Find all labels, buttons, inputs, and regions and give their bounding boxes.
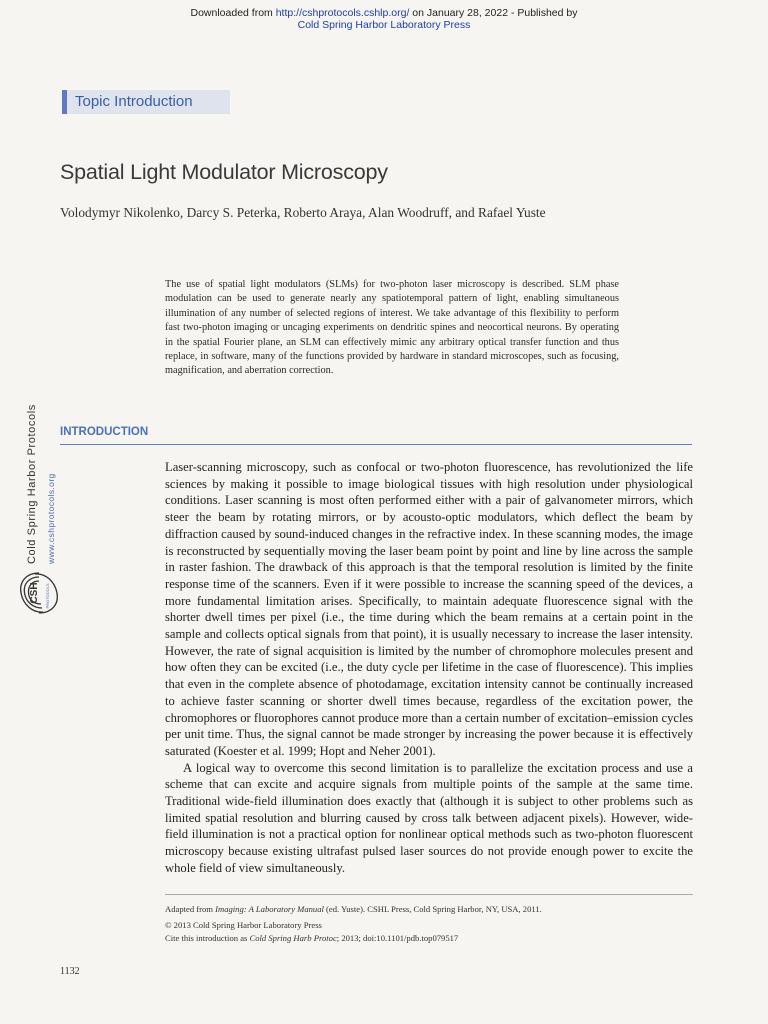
cshp-logo-icon: [16, 570, 62, 621]
journal-website: www.cshprotocols.org: [46, 473, 56, 564]
download-prefix: Downloaded from: [190, 7, 276, 19]
publisher-link[interactable]: Cold Spring Harbor Laboratory Press: [297, 19, 471, 31]
footnote-divider: [165, 894, 693, 895]
download-notice: [0, 7, 768, 31]
citation-line: Cite this introduction as Cold Spring Harb Protoc; 2013; doi:10.1101/pdb.top079517: [165, 932, 459, 943]
journal-name: Cold Spring Harbor Protocols: [26, 404, 38, 564]
copyright-line: © 2013 Cold Spring Harbor Laboratory Press: [165, 920, 322, 931]
abstract: The use of spatial light modulators (SLMs) for two-photon laser microscopy is described. SLM phase modulation can be used to generate nearly any spatiotemporal pattern of light, enabling simultaneous illumination of any number of selected regions of interest. We take advantage of this flexibility to perform fast two-photon imaging or uncaging experiments on dendritic spines and neocortical neurons. By operating in the spatial Fourier plane, an SLM can effectively mimic any arbitrary optical transfer function and thus replace, in software, many of the functions provided by hardware in standard microscopes, such as focusing, magnification, and aberration correction.: [165, 279, 619, 377]
body-text: [165, 459, 693, 877]
footnote: [165, 903, 693, 944]
paragraph: Laser-scanning microscopy, such as confocal or two-photon fluorescence, has revolutionized the life sciences by making it possible to image biological tissues with high resolution under physiological conditions. Laser scanning is most often performed either with a pair of galvanometer mirrors, which steer the beam by rotating mirrors, or by acousto-optic modulators, which deflect the beam by diffraction caused by sound-induced changes in the refractive index. In these scanning modes, the image is reconstructed by sequentially moving the laser beam point by point and line by line across the sample in raster fashion. The drawback of this approach is that the temporal resolution is limited by the finite response time of the scanners. Even if it were possible to increase the scanning speed of the devices, a more fundamental limitation arises. Specifically, to maintain adequate fluorescence signal with the shorter dwell times per pixel (i.e., the time during which the beam remains at a certain point in the sample and collects optical signals from that point), it is usually necessary to increase the laser intensity. However, the rate of signal acquisition is limited by the number of chromophore molecules present and how often they can be excited (i.e., the duty cycle per lifetime in the case of fluorescence). This implies that even in the complete absence of photodamage, excitation intensity cannot be continually increased to achieve faster scanning or shorter dwell times because, regardless of the excitation power, the chromophores or fluorophores cannot produce more than a certain number of excitation–emission cycles per unit time. Thus, the signal cannot be made stronger by increasing the power because it is effectively saturated (Koester et al. 1999; Hopt and Neher 2001).: [165, 460, 693, 758]
section-divider: [60, 444, 692, 445]
section-heading: INTRODUCTION: [60, 426, 149, 438]
paragraph: A logical way to overcome this second limitation is to parallelize the excitation process and use a scheme that can excite and acquire signals from multiple points of the sample at the same time. Traditional wide-field illumination does exactly that (although it is subject to other problems such as limited spatial resolution and blurring caused by cross talk between adjacent pixels). However, wide-field illumination is not a practical option for nonlinear optical methods such as two-photon fluorescent microscopy because existing ultrafast pulsed laser sources do not provide enough power to excite the whole field of view simultaneously.: [165, 760, 693, 875]
journal-sidebar: [22, 404, 62, 634]
download-suffix: on January 28, 2022 - Published by: [409, 7, 578, 19]
article-title: Spatial Light Modulator Microscopy: [60, 160, 388, 184]
svg-text:PROTOCOLS: PROTOCOLS: [45, 583, 50, 609]
author-list: Volodymyr Nikolenko, Darcy S. Peterka, Roberto Araya, Alan Woodruff, and Rafael Yuste: [60, 205, 546, 220]
source-url-link[interactable]: http://cshprotocols.cshlp.org/: [275, 7, 410, 19]
svg-text:CSH: CSH: [29, 582, 40, 604]
topic-introduction-label: Topic Introduction: [62, 90, 230, 114]
page-number: 1132: [60, 966, 80, 977]
adapted-from-note: Adapted from Imaging: A Laboratory Manual (ed. Yuste). CSHL Press, Cold Spring Harbor, NY, USA, 2011.: [165, 904, 542, 914]
